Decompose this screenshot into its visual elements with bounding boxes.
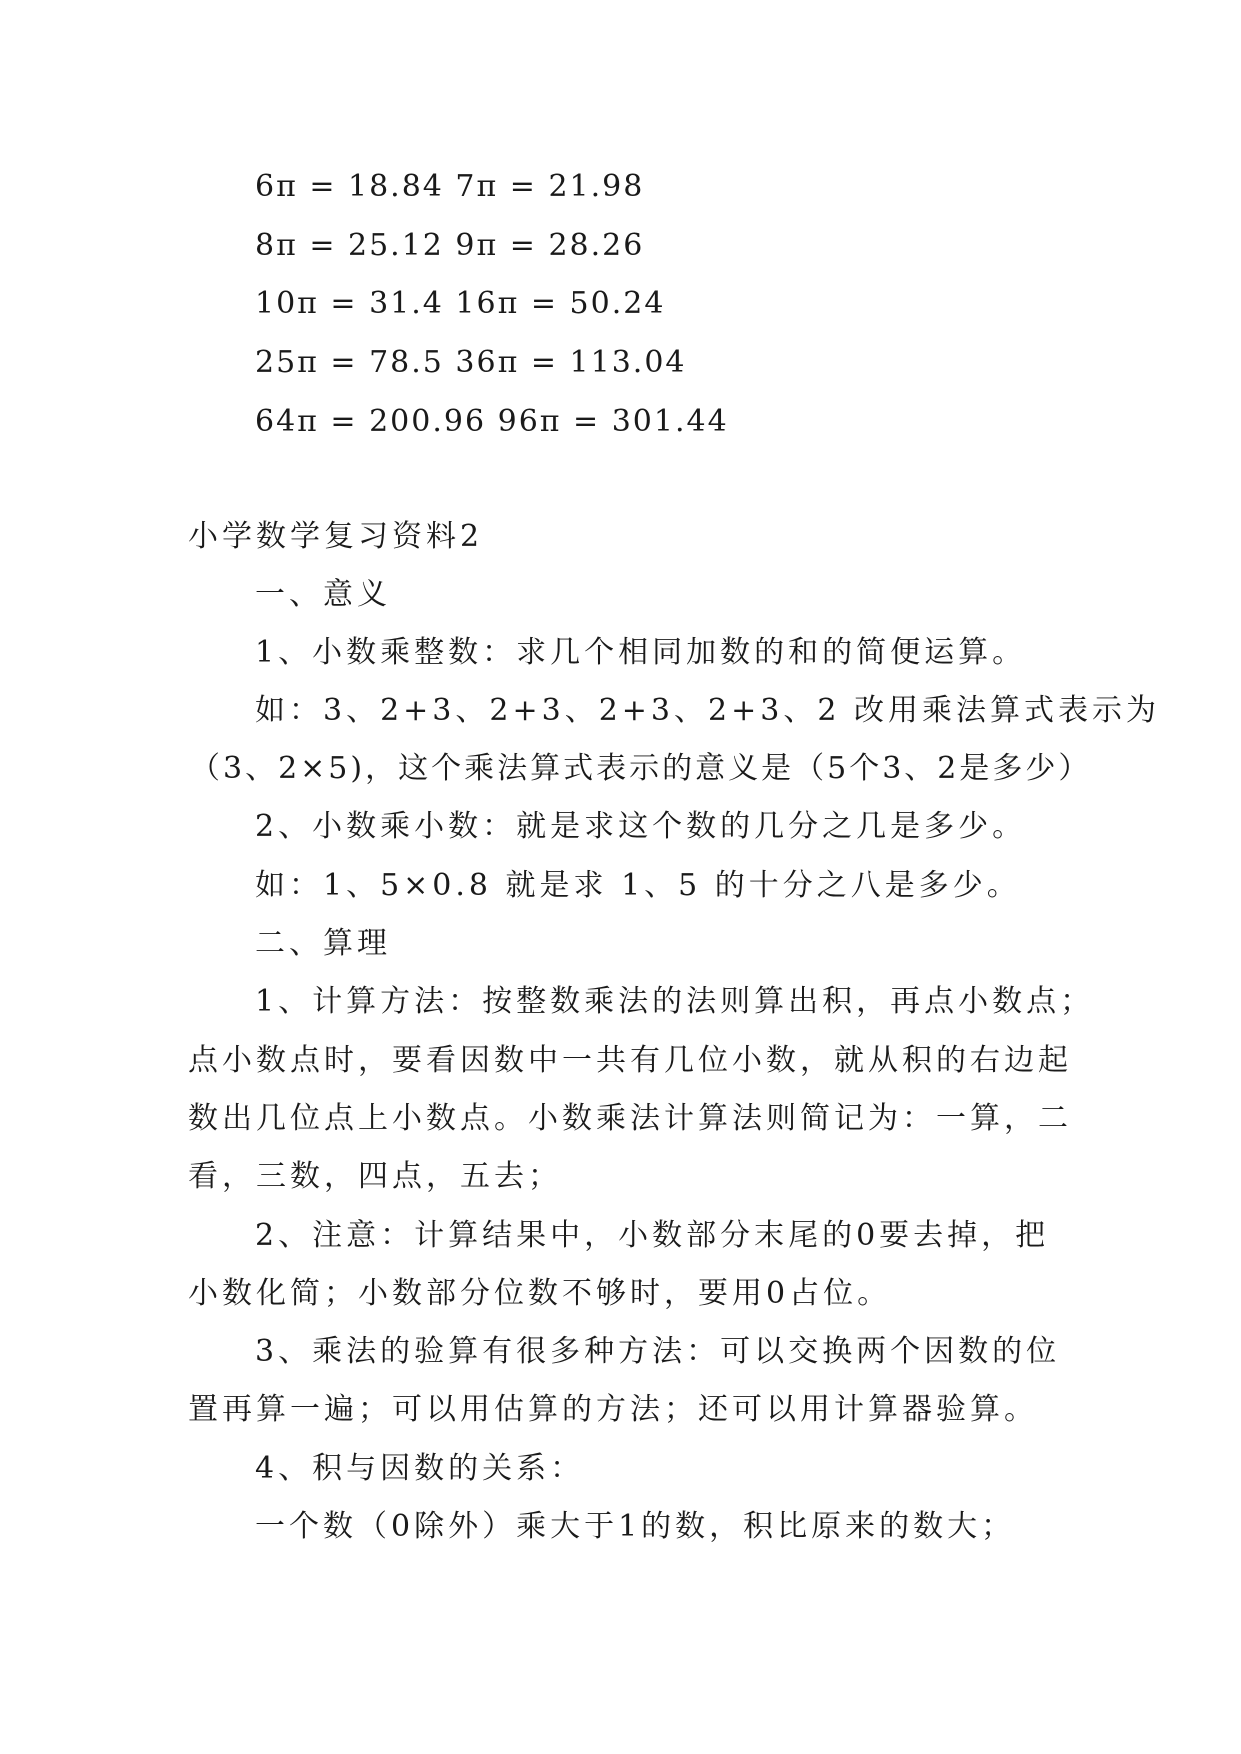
- pi-table-row-5: 64π = 200.96 96π = 301.44: [255, 404, 729, 439]
- paragraph-method-line-2: 点小数点时，要看因数中一共有几位小数，就从积的右边起: [188, 1043, 1072, 1078]
- paragraph-check-line-2: 置再算一遍；可以用估算的方法；还可以用计算器验算。: [188, 1392, 1038, 1427]
- paragraph-note-line-2: 小数化简；小数部分位数不够时，要用0占位。: [188, 1276, 892, 1311]
- paragraph-note-line-1: 2、注意：计算结果中，小数部分末尾的0要去掉，把: [255, 1218, 1050, 1253]
- paragraph-method-line-1: 1、计算方法：按整数乘法的法则算出积，再点小数点；: [255, 984, 1095, 1019]
- document-title: 小学数学复习资料2: [188, 519, 484, 554]
- paragraph-product-factor-relation: 4、积与因数的关系：: [255, 1451, 585, 1486]
- paragraph-method-line-4: 看，三数，四点，五去；: [188, 1159, 562, 1194]
- paragraph-example-1-line-1: 如：3、2+3、2+3、2+3、2+3、2 改用乘法算式表示为: [255, 693, 1160, 728]
- pi-table-row-1: 6π = 18.84 7π = 21.98: [255, 169, 645, 204]
- section-heading-meaning: 一、意义: [255, 577, 391, 612]
- paragraph-example-2: 如：1、5×0.8 就是求 1、5 的十分之八是多少。: [255, 868, 1021, 903]
- paragraph-rule-greater-than-one: 一个数（0除外）乘大于1的数，积比原来的数大；: [255, 1509, 1016, 1544]
- pi-table-row-2: 8π = 25.12 9π = 28.26: [255, 228, 645, 263]
- pi-table-row-3: 10π = 31.4 16π = 50.24: [255, 286, 666, 321]
- paragraph-check-line-1: 3、乘法的验算有很多种方法：可以交换两个因数的位: [255, 1334, 1061, 1369]
- paragraph-example-1-line-2: （3、2×5)，这个乘法算式表示的意义是（5个3、2是多少）: [190, 751, 1092, 786]
- paragraph-decimal-times-integer: 1、小数乘整数：求几个相同加数的和的简便运算。: [255, 635, 1027, 670]
- paragraph-decimal-times-decimal: 2、小数乘小数：就是求这个数的几分之几是多少。: [255, 809, 1027, 844]
- pi-table-row-4: 25π = 78.5 36π = 113.04: [255, 345, 687, 380]
- section-heading-principle: 二、算理: [255, 926, 391, 961]
- paragraph-method-line-3: 数出几位点上小数点。小数乘法计算法则简记为：一算，二: [188, 1101, 1072, 1136]
